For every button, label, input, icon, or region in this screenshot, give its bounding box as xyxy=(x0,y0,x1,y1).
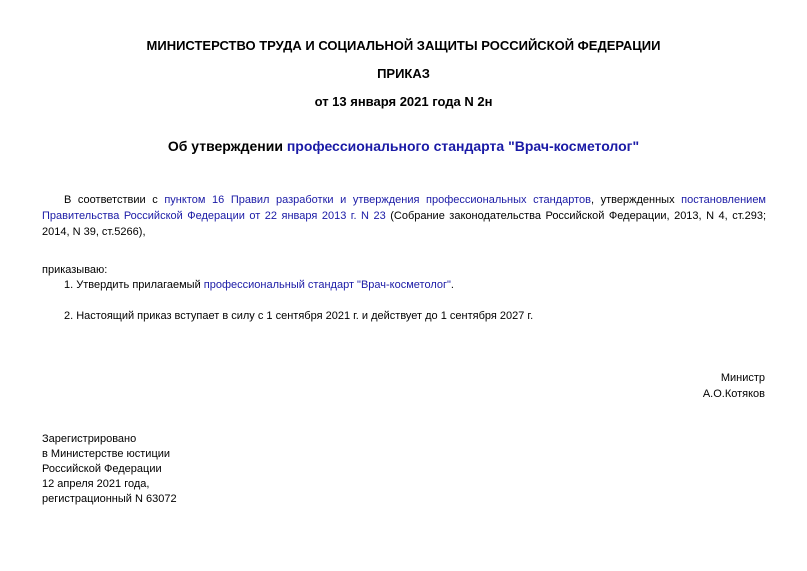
order-heading: ПРИКАЗ xyxy=(377,66,430,81)
document-title xyxy=(0,138,807,154)
preamble-text-1: В соответствии с xyxy=(64,194,165,206)
government-resolution-link[interactable]: постановлением Правительства Российской Федерации от 22 января 2013 г. N 23 xyxy=(42,194,766,222)
registration-line: 12 апреля 2021 года, xyxy=(42,478,150,490)
registration-line: в Министерстве юстиции xyxy=(42,448,171,460)
decree-item-1-prefix: 1. Утвердить прилагаемый xyxy=(64,279,204,291)
preamble-text-3: (Собрание законодательства Российской Федерации, 2013, N 4, ст.293; 2014, N 39, ст.5266), xyxy=(42,210,766,238)
standard-title-link[interactable]: профессионального стандарта "Врач-косметолог" xyxy=(286,138,640,154)
preamble-text-2: , утвержденных xyxy=(590,194,682,206)
professional-standard-link[interactable]: профессиональный стандарт "Врач-косметолог" xyxy=(203,279,451,291)
rules-point-16-link[interactable]: пунктом 16 Правил разработки и утверждения профессиональных стандартов xyxy=(164,194,591,206)
registration-block xyxy=(42,432,177,507)
registration-line: Российской Федерации xyxy=(42,463,162,475)
registration-line: Зарегистрировано xyxy=(42,433,137,445)
registration-line: регистрационный N 63072 xyxy=(42,493,177,505)
signatory-name: А.О.Котяков xyxy=(702,388,765,400)
decree-item-1-suffix: . xyxy=(450,279,454,291)
document-title-prefix: Об утверждении xyxy=(167,138,287,154)
order-date: от 13 января 2021 года N 2н xyxy=(314,94,493,109)
ministry-name: МИНИСТЕРСТВО ТРУДА И СОЦИАЛЬНОЙ ЗАЩИТЫ РОССИЙСКОЙ ФЕДЕРАЦИИ xyxy=(146,38,661,53)
decree-item-2: 2. Настоящий приказ вступает в силу с 1 сентября 2021 г. и действует до 1 сентября 2027 г. xyxy=(64,310,534,322)
decree-word: приказываю: xyxy=(42,264,108,276)
preamble-paragraph xyxy=(42,192,766,240)
decree-item-1 xyxy=(42,277,766,293)
signatory-title: Министр xyxy=(720,372,765,384)
